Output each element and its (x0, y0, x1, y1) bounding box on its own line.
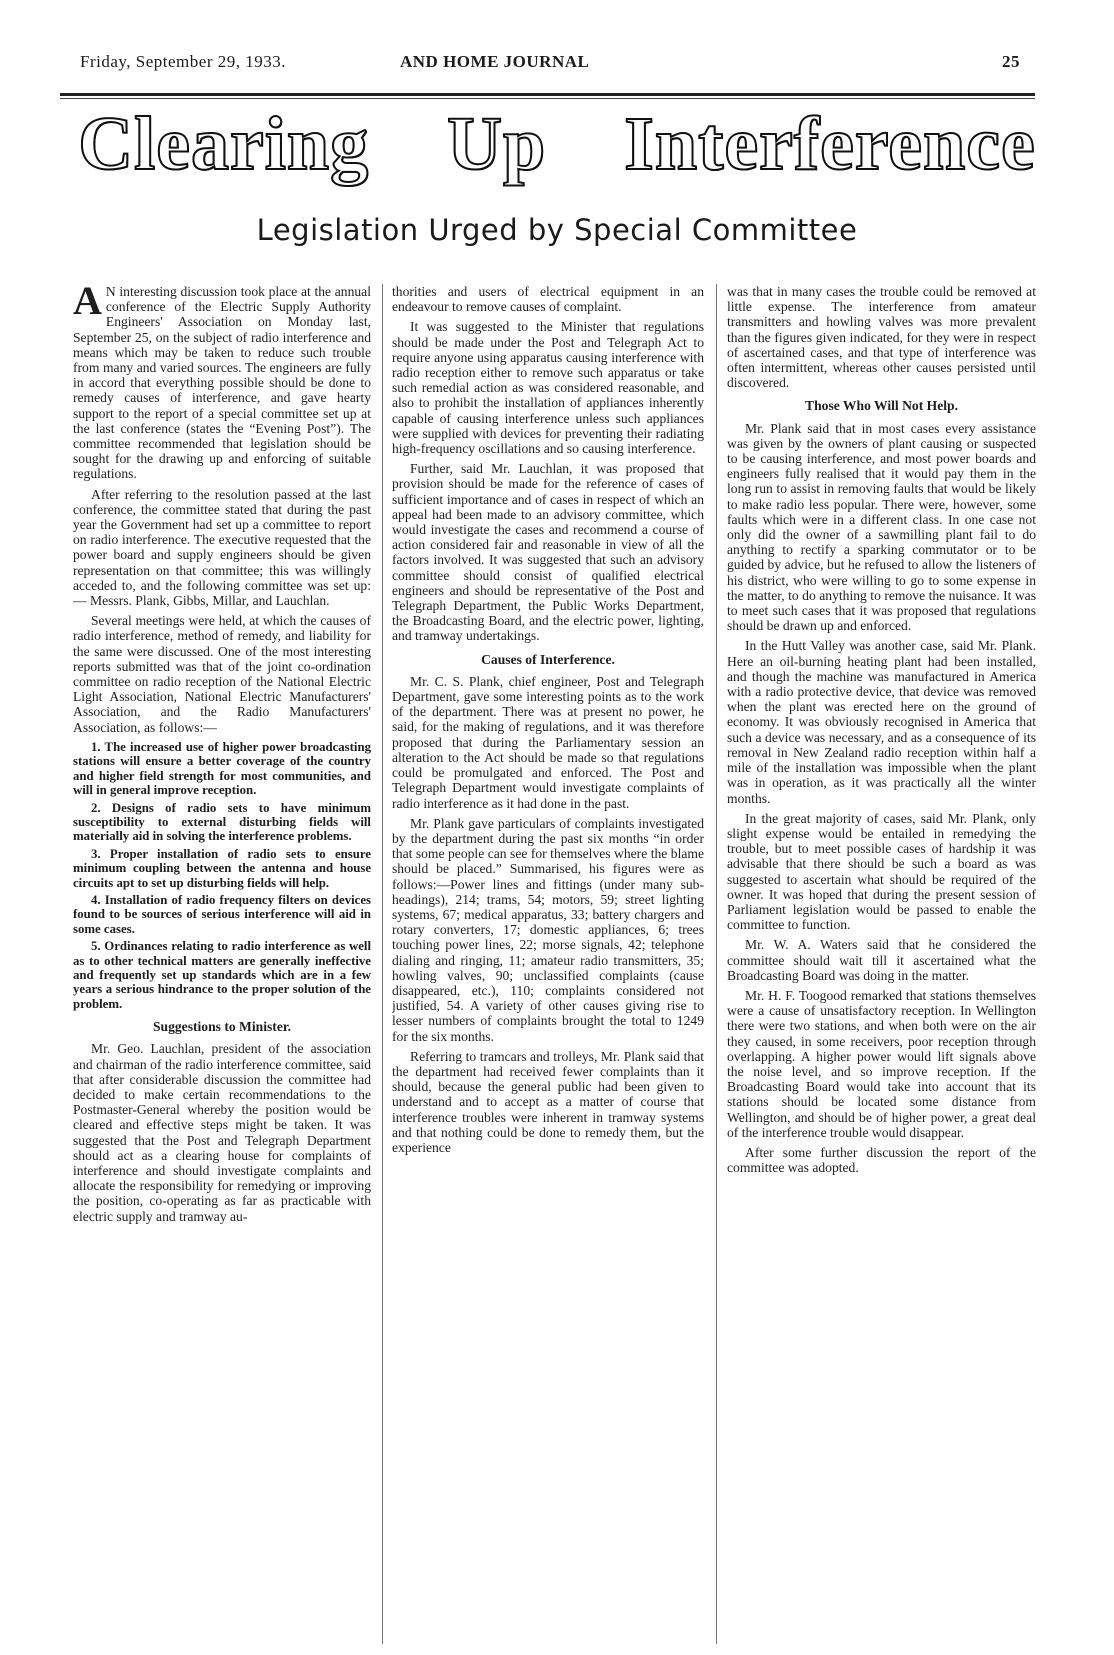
article-column-2 (392, 284, 704, 1644)
paragraph: Referring to tramcars and trolleys, Mr. Plank said that the department had received fewer complaints than it should, because the general public had been given to understand and to accept as a matter of course that interference troubles were inherent in tramway systems and that nothing could be done to remedy them, but the experience (392, 1048, 704, 1155)
paragraph: In the great majority of cases, said Mr. Plank, only slight expense would be entailed in remedying the trouble, but to meet possible cases of hardship it was advisable that there should be such a board as was suggested to ascertain what should be required of the owner. It was hoped that during the present session of Parliament legislation would be passed to enable the committee to function. (727, 810, 1036, 933)
article-title: Clearing Up Interference (78, 102, 1036, 186)
drop-cap: A (73, 284, 102, 323)
page-number: 25 (1002, 52, 1020, 71)
list-item: 1. The increased use of higher power broadcasting stations will ensure a better coverage of the country and higher field strength for most communities, and will in general improve reception. (73, 739, 371, 798)
paragraph: Mr. C. S. Plank, chief engineer, Post and Telegraph Department, gave some interesting points as to the work of the department. There was at present no power, he said, for the making of regulations, and it was therefore proposed that during the Parliamentary session an alteration to the Act should be made so that regulations could be promulgated and enforced. The Post and Telegraph Department would investigate complaints of radio interference as it had done in the past. (392, 673, 704, 811)
paragraph: It was suggested to the Minister that regulations should be made under the Post and Telegraph Act to require anyone using apparatus causing interference with radio reception either to remove such apparatus or take such remedial action as was considered reasonable, and also to prohibit the installation of appliances inherently capable of causing interference unless such appliances were supplied with devices for preventing their radiating high-frequency oscillations and so causing interference. (392, 319, 704, 457)
numbered-list (73, 740, 371, 1011)
header-rule (60, 93, 1035, 96)
issue-date: Friday, September 29, 1933. (80, 52, 286, 71)
list-item: 3. Proper installation of radio sets to ensure minimum coupling between the antenna and house circuits apt to set up disturbing fields will help. (73, 846, 371, 890)
journal-name: AND HOME JOURNAL (400, 52, 590, 71)
paragraph: Mr. Plank said that in most cases every assistance was given by the owners of plant causing or suspected to be causing interference, and most power boards and engineers fully realised that it would pay them in the long run to assist in removing faults that would be likely to make radio less popular. There were, however, some faults which were in a different class. In one case not only did the owner of a sawmilling plant fail to do anything to rectify a sparking commutator or to be guided by advice, but he refused to allow the listeners of his district, who were willing to go to some expense in the matter, to do anything to remove the nuisance. It was to meet such cases that it was proposed that regulations should be drawn up and enforced. (727, 420, 1036, 634)
paragraph: In the Hutt Valley was another case, said Mr. Plank. Here an oil-burning heating plant had been installed, and though the machine was manufactured in America with a radio protective device, that device was removed when the plant was erected here on the ground of economy. It was obviously recognised in America that such a device was necessary, and as a consequence of its removal in New Zealand radio reception within half a mile of the installation was impossible when the plant was in operation, as it was practically all the winter months. (727, 638, 1036, 806)
section-heading: Causes of Interference. (481, 651, 615, 667)
paragraph: Mr. W. A. Waters said that he considered the committee should wait till it ascertained what the Broadcasting Board was doing in the matter. (727, 937, 1036, 983)
paragraph: Mr. H. F. Toogood remarked that stations themselves were a cause of unsatisfactory reception. In Wellington there were two stations, and when both were on the air they caused, in some receivers, poor reception through overlapping. A higher power would lift signals above the noise level, and so improve reception. If the Broadcasting Board would take into account that its stations should be located some distance from Wellington, and should be of higher power, a great deal of the interference trouble would disappear. (727, 987, 1036, 1140)
paragraph: After some further discussion the report of the committee was adopted. (727, 1144, 1036, 1176)
article-column-3 (727, 284, 1036, 1644)
list-item: 4. Installation of radio frequency filters on devices found to be sources of serious interference will aid in some cases. (73, 892, 371, 936)
section-heading: Suggestions to Minister. (152, 1019, 292, 1035)
paragraph: Further, said Mr. Lauchlan, it was proposed that provision should be made for the reference of cases of sufficient importance and of cases in respect of which an appeal had been made to an advisory committee, which would investigate the cases and recommend a course of action considered fair and reasonable in view of all the factors involved. It was suggested that such an advisory committee should consist of qualified electrical engineers and should be representative of the Post and Telegraph Department, the Public Works Department, the Broadcasting Board, and the electric power, lighting, and tramway undertakings. (392, 461, 704, 644)
paragraph: was that in many cases the trouble could be removed at little expense. The interference from amateur transmitters and howling valves was more prevalent than the figures given indicated, for they were in respect of ascertained cases, and that type of interference was often intermittent, whereas other causes persisted until discovered. (727, 284, 1036, 391)
paragraph: Mr. Plank gave particulars of complaints investigated by the department during the past six months “in order that some people can see for themselves where the blame should be placed.” Summarised, his figures were as follows:—Power lines and fittings (under many sub-headings), 214; trams, 54; motors, 59; street lighting systems, 67; medical apparatus, 33; battery chargers and rotary converters, 17; domestic appliances, 6; trees touching power lines, 22; morse signals, 42; telephone dialing and ringing, 11; amateur radio transmitters, 35; howling valves, 90; unclassified complaints (cause disappeared, etc.), 110; complaints considered not justified, 54. A variety of other causes giving rise to lesser numbers of complaints brought the total to 1249 for the six months. (392, 815, 704, 1044)
paragraph-text: N interesting discussion took place at the annual conference of the Electric Supply Authority Engineers' Association on Monday last, September 25, on the subject of radio interference and means which may be taken to reduce such trouble from many and varied sources. The engineers are fully in accord that everything possible should be done to remedy causes of interference, and gave hearty support to the report of a special committee set up at the last conference (states the “Evening Post”). The committee recommended that legislation should be sought for the drawing up and enforcing of suitable regulations. (73, 284, 371, 482)
paragraph (73, 284, 371, 482)
article-subtitle: Legislation Urged by Special Committee (256, 213, 858, 247)
list-item: 2. Designs of radio sets to have minimum susceptibility to external disturbing fields will materially aid in solving the interference problems. (73, 800, 371, 844)
list-item: 5. Ordinances relating to radio interference as well as to other technical matters are generally ineffective and frequently set up standards which are in a few years a serious hindrance to the proper solution of the problem. (73, 939, 371, 1011)
paragraph: Several meetings were held, at which the causes of radio interference, method of remedy, and liability for the same were discussed. One of the most interesting reports submitted was that of the joint co-ordination committee on radio reception of the National Electric Light Association, National Electric Manufacturers' Association, and the Radio Manufacturers' Association, as follows:— (73, 613, 371, 735)
header-rule-thin (60, 98, 1035, 99)
column-divider (382, 284, 383, 1644)
column-divider (716, 284, 717, 1644)
paragraph: thorities and users of electrical equipment in an endeavour to remove causes of complaint. (392, 284, 704, 315)
article-column-1 (73, 284, 371, 1644)
paragraph: Mr. Geo. Lauchlan, president of the association and chairman of the radio interference committee, said that after considerable discussion the committee had decided to make certain recommendations to the Postmaster-General whereby the position would be cleared and effective steps might be taken. It was suggested that the Post and Telegraph Department should act as a clearing house for complaints of interference and should investigate complaints and allocate the responsibility for remedying or improving the position, co-operating as far as practicable with electric supply and tramway au- (73, 1041, 371, 1224)
page-header (80, 52, 1020, 82)
paragraph: After referring to the resolution passed at the last conference, the committee stated that during the past year the Government had set up a committee to report on radio interference. The executive requested that the power board and supply engineers should be given representation on that committee; this was willingly acceded to, and the following committee was set up:— Messrs. Plank, Gibbs, Millar, and Lauchlan. (73, 486, 371, 609)
section-heading: Those Who Will Not Help. (805, 398, 958, 414)
